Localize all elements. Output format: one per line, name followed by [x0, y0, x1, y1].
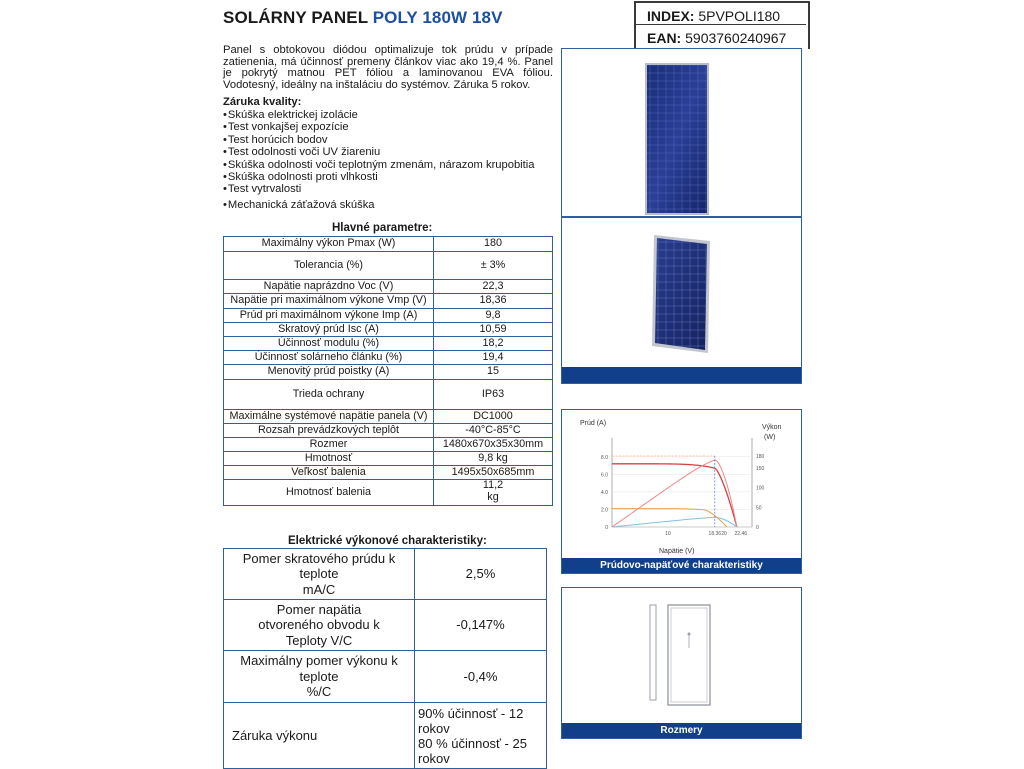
warranty-list	[223, 109, 534, 211]
panel-front-photo-frame	[561, 48, 802, 217]
chart-x-tick: 22.46	[734, 531, 748, 537]
params-row	[224, 438, 553, 452]
param-label: Tolerancia (%)	[224, 252, 434, 280]
chart-left-tick: 4.0	[601, 489, 608, 496]
warranty-item: • Skúška odolnosti proti vlhkosti	[223, 171, 534, 183]
param-label: Napätie pri maximálnom výkone Vmp (V)	[224, 294, 434, 309]
chart-ylabel-right-unit: (W)	[764, 434, 776, 441]
page-title	[223, 8, 503, 28]
index-label: INDEX:	[647, 8, 695, 24]
chart-right-tick: 180	[756, 453, 765, 460]
electrical-value: -0,4%	[415, 651, 547, 703]
warranty-item: • Test horúcich bodov	[223, 134, 534, 146]
solar-panel-front-image	[562, 49, 801, 216]
panel-angled-photo-frame	[561, 217, 802, 384]
param-value: DC1000	[434, 410, 553, 424]
index-value: 5PVPOLI180	[698, 8, 781, 24]
param-value: 9,8 kg	[434, 452, 553, 466]
chart-left-tick: 2.0	[601, 507, 608, 514]
warranty-item: • Mechanická záťažová skúška	[223, 199, 534, 211]
warranty-item: • Test vytrvalosti	[223, 183, 534, 195]
title-prefix: SOLÁRNY PANEL	[223, 8, 373, 27]
electrical-row	[224, 600, 547, 651]
electrical-label: Pomer napätia otvoreného obvodu k Teploty V/C	[224, 600, 415, 651]
params-row	[224, 294, 553, 309]
ean-value: 5903760240967	[685, 30, 787, 46]
param-label: Prúd pri maximálnom výkone Imp (A)	[224, 309, 434, 323]
chart-right-tick: 50	[756, 505, 762, 512]
index-divider	[634, 24, 806, 25]
param-value: 22,3	[434, 280, 553, 294]
params-row	[224, 452, 553, 466]
param-label: Veľkosť balenia	[224, 466, 434, 480]
title-model: POLY 180W 18V	[372, 8, 503, 27]
chart-x-tick: 20	[721, 531, 727, 537]
electrical-value: 90% účinnosť - 12 rokov 80 % účinnosť - 25 rokov	[415, 703, 547, 769]
params-title: Hlavné parametre:	[332, 222, 433, 234]
param-value: ± 3%	[434, 252, 553, 280]
electrical-row	[224, 549, 547, 600]
dimensions-caption: Rozmery	[562, 723, 801, 738]
warranty-heading: Záruka kvality:	[223, 96, 302, 108]
param-label: Maximálny výkon Pmax (W)	[224, 237, 434, 252]
param-label: Napätie naprázdno Voc (V)	[224, 280, 434, 294]
chart-right-tick: 100	[756, 485, 765, 492]
iv-chart	[562, 410, 801, 558]
electrical-label: Záruka výkonu	[224, 703, 415, 769]
params-row	[224, 323, 553, 337]
params-row	[224, 380, 553, 410]
param-value: 1480x670x35x30mm	[434, 438, 553, 452]
product-description: Panel s obtokovou diódou optimalizuje tok prúdu v prípade zatienenia, má účinnosť premeny článkov viac ako 19,4 %. Panel je pokrytý matnou PET fóliou a laminovanou EVA fóliou. Vodotesný, ideálny na inštaláciu do systémov. Záruka 5 rokov.	[223, 44, 553, 91]
param-value: IP63	[434, 380, 553, 410]
solar-panel-angled-image	[562, 218, 801, 368]
warranty-item: • Test odolnosti voči UV žiareniu	[223, 146, 534, 158]
electrical-value: 2,5%	[415, 549, 547, 600]
param-label: Hmotnosť	[224, 452, 434, 466]
params-row	[224, 252, 553, 280]
param-value: 18,36	[434, 294, 553, 309]
param-value: 180	[434, 237, 553, 252]
dimensions-drawing	[562, 588, 801, 723]
param-label: Hmotnosť balenia	[224, 480, 434, 506]
param-label: Maximálne systémové napätie panela (V)	[224, 410, 434, 424]
params-row	[224, 365, 553, 380]
ean-line	[647, 30, 786, 46]
param-label: Rozsah prevádzkových teplôt	[224, 424, 434, 438]
electrical-value: -0,147%	[415, 600, 547, 651]
params-row	[224, 309, 553, 323]
param-value: 9,8	[434, 309, 553, 323]
params-row	[224, 480, 553, 506]
param-label: Účinnosť solárneho článku (%)	[224, 351, 434, 365]
param-value: 15	[434, 365, 553, 380]
chart-right-tick: 150	[756, 465, 765, 472]
param-value: 11,2 kg	[434, 480, 553, 506]
param-value: 10,59	[434, 323, 553, 337]
chart-right-tick: 0	[756, 525, 759, 531]
params-row	[224, 337, 553, 351]
param-value: 1495x50x685mm	[434, 466, 553, 480]
param-label: Rozmer	[224, 438, 434, 452]
electrical-label: Maximálny pomer výkonu k teplote %/C	[224, 651, 415, 703]
params-row	[224, 237, 553, 252]
param-label: Trieda ochrany	[224, 380, 434, 410]
electrical-row	[224, 651, 547, 703]
warranty-item: • Skúška elektrickej izolácie	[223, 109, 534, 121]
param-label: Účinnosť modulu (%)	[224, 337, 434, 351]
electrical-label: Pomer skratového prúdu k teplote mA/C	[224, 549, 415, 600]
chart-power-curve	[612, 460, 737, 527]
index-line	[647, 8, 780, 24]
chart-x-tick: 10	[665, 531, 671, 537]
dimensions-frame	[561, 587, 802, 739]
electrical-row	[224, 703, 547, 769]
chart-left-tick: 8.0	[601, 454, 608, 461]
params-row	[224, 424, 553, 438]
ean-label: EAN:	[647, 30, 682, 46]
warranty-item: • Skúška odolnosti voči teplotným zmenám, nárazom krupobitia	[223, 159, 534, 171]
chart-xlabel: Napätie (V)	[659, 548, 695, 555]
chart-x-tick: 18.36	[708, 531, 722, 537]
electrical-table	[223, 548, 547, 769]
chart-left-tick: 0	[605, 525, 608, 531]
params-row	[224, 351, 553, 365]
params-row	[224, 410, 553, 424]
chart-ylabel-left: Prúd (A)	[580, 420, 607, 427]
params-row	[224, 280, 553, 294]
param-value: -40°C-85°C	[434, 424, 553, 438]
chart-left-tick: 6.0	[601, 472, 608, 479]
chart-caption: Prúdovo-napäťové charakteristiky	[562, 558, 801, 573]
param-label: Menovitý prúd poistky (A)	[224, 365, 434, 380]
warranty-item: • Test vonkajšej expozície	[223, 121, 534, 133]
params-row	[224, 466, 553, 480]
iv-chart-frame	[561, 409, 802, 574]
param-value: 18,2	[434, 337, 553, 351]
photo-caption-bar	[562, 367, 801, 383]
electrical-title: Elektrické výkonové charakteristiky:	[288, 535, 487, 547]
param-value: 19,4	[434, 351, 553, 365]
param-label: Skratový prúd Isc (A)	[224, 323, 434, 337]
chart-ylabel-right: Výkon	[762, 424, 782, 431]
params-table	[223, 236, 553, 506]
